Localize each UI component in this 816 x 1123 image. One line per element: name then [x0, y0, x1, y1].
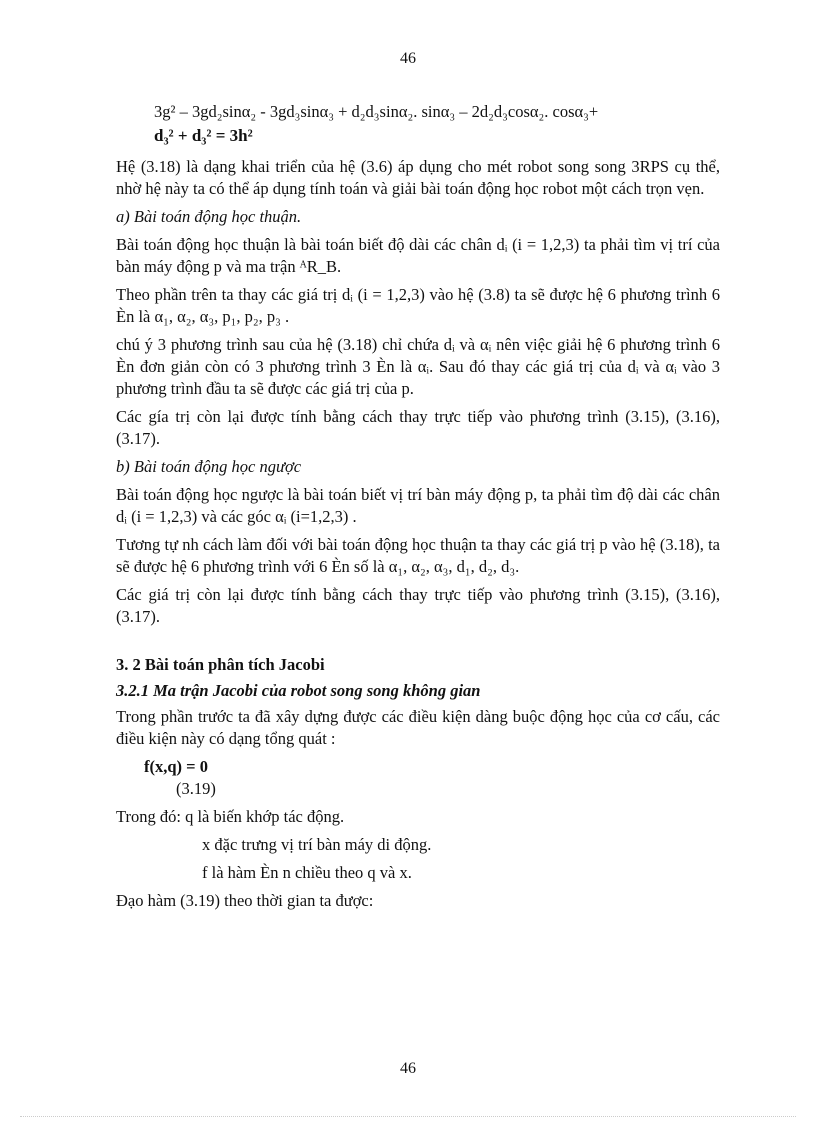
- paragraph-forward-note: chú ý 3 phương trình sau của hệ (3.18) chỉ chứa dᵢ và αᵢ nên việc giải hệ 6 phương trình 6 Èn đơn giản còn có 3 phương trình 3 Èn là αᵢ. Sau đó thay các giá trị của dᵢ và αᵢ vào 3 phương trình đầu ta sẽ được các giá trị của p.: [116, 335, 720, 398]
- paragraph-inverse-substitution: Tương tự nh cách làm đối với bài toán động học thuận ta thay các giá trị p vào hệ (3.18), ta sẽ được hệ 6 phương trình với 6 Èn số là α₁, α₂, α₃, d₁, d₂, d₃.: [116, 535, 720, 576]
- formula-number: (3.19): [176, 779, 216, 798]
- paragraph-inverse-remaining: Các giá trị còn lại được tính bằng cách thay trực tiếp vào phương trình (3.15), (3.16), (3.17).: [116, 585, 720, 626]
- page-content: [116, 100, 720, 918]
- derivative-line: Đạo hàm (3.19) theo thời gian ta được:: [116, 891, 374, 910]
- paragraph-inverse-definition: Bài toán động học ngược là bài toán biết vị trí bàn máy động p, ta phải tìm độ dài các chân dᵢ (i = 1,2,3) và các góc αᵢ (i=1,2,3) .: [116, 485, 720, 526]
- formula-constraint: f(x,q) = 0: [144, 757, 208, 776]
- paragraph-forward-substitution: Theo phần trên ta thay các giá trị dᵢ (i = 1,2,3) vào hệ (3.8) ta sẽ được hệ 6 phương trình 6 Èn là α₁, α₂, α₃, p₁, p₂, p₃ .: [116, 285, 720, 326]
- section-heading-jacobi: 3. 2 Bài toán phân tích Jacobi: [116, 655, 325, 674]
- paragraph-forward-definition: Bài toán động học thuận là bài toán biết độ dài các chân dᵢ (i = 1,2,3) ta phải tìm vị trí của bàn máy động p và ma trận ᴬR_B.: [116, 235, 720, 276]
- subsection-heading-jacobi-matrix: 3.2.1 Ma trận Jacobi của robot song song không gian: [116, 681, 481, 700]
- where-item-x: x đặc trưng vị trí bàn máy di động.: [202, 835, 432, 854]
- where-item-f: f là hàm Èn n chiều theo q và x.: [202, 863, 412, 882]
- equation-line-1: 3g² – 3gd₂sinα₂ - 3gd₃sinα₃ + d₂d₃sinα₂. sinα₃ – 2d₂d₃cosα₂. cosα₃+: [154, 102, 599, 121]
- page-number-bottom: 46: [400, 1060, 416, 1077]
- equation-line-2: d₃² + d₃² = 3h²: [154, 126, 253, 145]
- page-bottom-divider: [20, 1116, 796, 1117]
- subheading-inverse-kinematics: b) Bài toán động học ngược: [116, 457, 302, 476]
- paragraph-forward-remaining: Các gía trị còn lại được tính bằng cách thay trực tiếp vào phương trình (3.15), (3.16), (3.17).: [116, 407, 720, 448]
- page-number-top: 46: [400, 50, 416, 67]
- where-line: Trong đó: q là biến khớp tác động.: [116, 807, 345, 826]
- subheading-forward-kinematics: a) Bài toán động học thuận.: [116, 207, 302, 226]
- paragraph-system-expansion: Hệ (3.18) là dạng khai triển của hệ (3.6) áp dụng cho mét robot song song 3RPS cụ thể, nhờ hệ này ta có thể áp dụng tính toán và giải bài toán động học robot một cách trọn vẹn.: [116, 157, 720, 198]
- paragraph-constraints: Trong phần trước ta đã xây dựng được các điều kiện dàng buộc động học của cơ cấu, các điều kiện này có dạng tổng quát :: [116, 707, 720, 748]
